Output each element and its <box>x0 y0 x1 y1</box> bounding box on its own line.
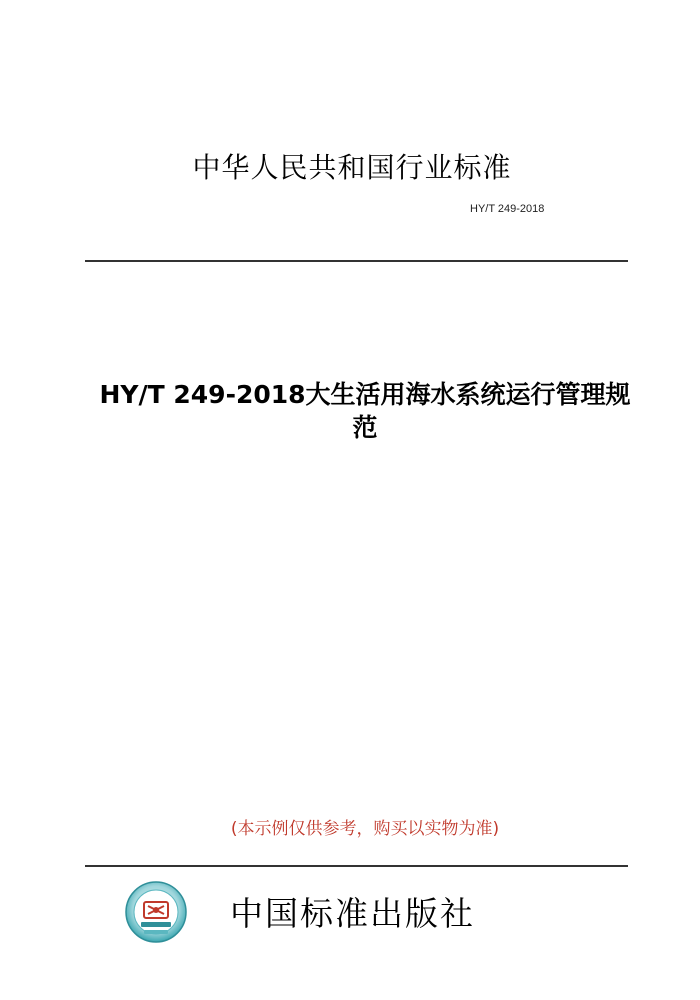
top-divider <box>85 260 628 262</box>
document-title <box>55 378 675 444</box>
issuer-title: 中华人民共和国行业标准 <box>192 151 512 184</box>
standard-code: HY/T 249-2018 <box>470 203 545 215</box>
document-title-line-2: 范 <box>352 413 378 442</box>
sample-notice: (本示例仅供参考，购买以实物为准) <box>230 819 500 839</box>
publisher-seal-icon <box>124 880 188 944</box>
document-title-line-1: HY/T 249-2018大生活用海水系统运行管理规 <box>99 380 631 409</box>
publisher-name: 中国标准出版社 <box>230 894 475 933</box>
bottom-divider <box>85 865 628 867</box>
